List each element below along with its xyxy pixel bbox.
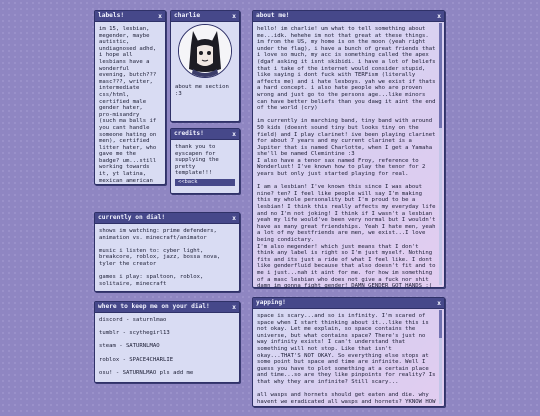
yapping-title: yapping!: [256, 299, 286, 306]
keep-window: [94, 301, 240, 383]
close-icon[interactable]: x: [232, 303, 236, 311]
keep-title: where to keep me on your dial!: [98, 303, 210, 310]
wolf-girl-avatar-icon: [179, 25, 231, 77]
about-title: about me!: [256, 12, 290, 19]
about-content: [253, 22, 444, 300]
credits-title: credits!: [174, 130, 204, 137]
close-icon[interactable]: x: [232, 214, 236, 222]
credits-content: [171, 140, 239, 177]
close-icon[interactable]: x: [232, 130, 236, 138]
charlie-caption: about me section :3: [175, 84, 229, 97]
link-steam: steam - SATURNLMAO: [99, 343, 160, 350]
link-tumblr: tumblr - scythegirl13: [99, 330, 170, 337]
yapping-scrollbar[interactable]: [439, 310, 442, 404]
charlie-content: [171, 84, 239, 108]
charlie-titlebar[interactable]: [171, 11, 239, 22]
scrollbar-thumb[interactable]: [439, 310, 442, 338]
dial-content: [95, 224, 239, 298]
about-window: [252, 10, 445, 288]
credits-window: [170, 128, 240, 194]
keep-content: [95, 313, 239, 387]
dial-music: music i listen to: cyber light, breakcore, roblox, jazz, bossa nova, tyler the creator: [99, 247, 224, 267]
labels-text: im 15, lesbian, megender, maybe autistic, undiagnosed adhd, i hope all lesbians have a wonderful evening, butch??? masc???, writer, intermediate css/html, certified male gender hater, pro-misandry (such ma balls if you cant handle someone hating on men), certified litter hater, who gave me the badge? um...still working towards it, yt latina, mexican american: [99, 26, 157, 184]
close-icon[interactable]: x: [158, 12, 162, 20]
dial-games: games i play: spaltoon, roblox, solitaire, minecraft: [99, 274, 207, 287]
dial-window: [94, 212, 240, 292]
scrollbar-thumb[interactable]: [439, 23, 442, 128]
link-osu: osu! - SATURNLMAO pls add me: [99, 369, 194, 376]
about-paragraph-3: I am a lesbian! I've known this since I was about nine? ten? I feel like people will say I'm making this my whole personality but I'm proud to be a lesbian! I think this really affects my everyday life and no I'm not joking! I think if I wasn't a lesbian yeah my life would've been very normal but I wouldn't have as many great friendships. Yeah I hate men, yeah a lot of my bestfriends are men, we exist...I love being condictary. I'm also megender! which just means that I don't think any label is right so I'm just myself. Nothing fits and its just a ride of what I feel like. I dont like genderfluid because that also doesn't fit and to me i just...nah it aint for me. for how im something of a masc lesbian who does not give a fuck nor shit damn im gonna fight gender! DAMN GENDER GOT HANDS :(: [257, 184, 436, 290]
about-paragraph-2: im currently in marching band, tiny band with around 50 kids (doesnt sound tiny but looks tiny on the field) and I play clarinet! ive been playing clarinet for about 7 years and my current clarinet is a Jupiter that is named Charlotte, when I get a Yamaha she'll be named Clemintine :3 I also have a tenor sax named Froy, reference to Wonderlust! I've known how to play the tenor for 2 years but only just started playing for real.: [257, 118, 436, 178]
charlie-window: [170, 10, 240, 122]
keep-titlebar[interactable]: [95, 302, 239, 313]
yapping-window: [252, 297, 445, 407]
close-icon[interactable]: x: [437, 12, 441, 20]
avatar: [178, 24, 232, 78]
link-roblox: roblox - SPACE4CHARLIE: [99, 356, 174, 363]
labels-window: [94, 10, 166, 185]
dial-watching: shows im watching: prime defenders, animation vs. minecraft/animator: [99, 228, 221, 241]
about-paragraph-1: hello! im charlie! um what to tell something about me...idk. hehehe im not that great at these things. im from the US, my home is on the moon (yeah right under the flag), i have a bunch of great friends that i love so much, my acc is something called the apex (dgaf asking it isnt skibidi. i have a lot of beliefs that i take of the internet would consider stupid, like saying i dont fuck with TERFism (literally affects me) and i hate lesboys. yah we exist if thats a hard concept. i also hate people who are proven wrong and just go to the persons age...like minors can have better beliefs than you dawg it aint the end of the world (cry): [257, 26, 439, 112]
credits-text: thank you to eyscapen for supplying the pretty template!!!: [175, 144, 219, 177]
charlie-title: charlie: [174, 12, 201, 19]
labels-title: labels!: [98, 12, 125, 19]
yapping-titlebar[interactable]: [253, 298, 444, 309]
yapping-content: [253, 309, 444, 416]
about-titlebar[interactable]: [253, 11, 444, 22]
labels-content: [95, 22, 165, 195]
yapping-paragraph-1: space is scary...and so is infinity. I'm scared of space when I start thinking about it...like this is not okay. Let me explain, so space contains the universe, but what contains space? There's just no way infinity exists! I can't understand that something will not stop. Like that isn't okay...THAT'S NOT OKAY. So everything else stops at some point but space and time are infinite. Well I guess you have to plot something at a certain place and time...so are they like pinpoints for reality? Is that why they are infinite? Still scary...: [257, 313, 439, 385]
link-discord: discord - saturnlmao: [99, 317, 167, 323]
yapping-paragraph-2: all wasps and hornets should get eaten and die. why havent we eradicated all wasps and hornets? YKNOW HOW: [257, 392, 436, 405]
back-button[interactable]: <<back: [175, 179, 235, 186]
dial-title: currently on dial!: [98, 214, 166, 221]
close-icon[interactable]: x: [232, 12, 236, 20]
about-scrollbar[interactable]: [439, 23, 442, 285]
close-icon[interactable]: x: [437, 299, 441, 307]
labels-titlebar[interactable]: [95, 11, 165, 22]
dial-titlebar[interactable]: [95, 213, 239, 224]
credits-titlebar[interactable]: [171, 129, 239, 140]
